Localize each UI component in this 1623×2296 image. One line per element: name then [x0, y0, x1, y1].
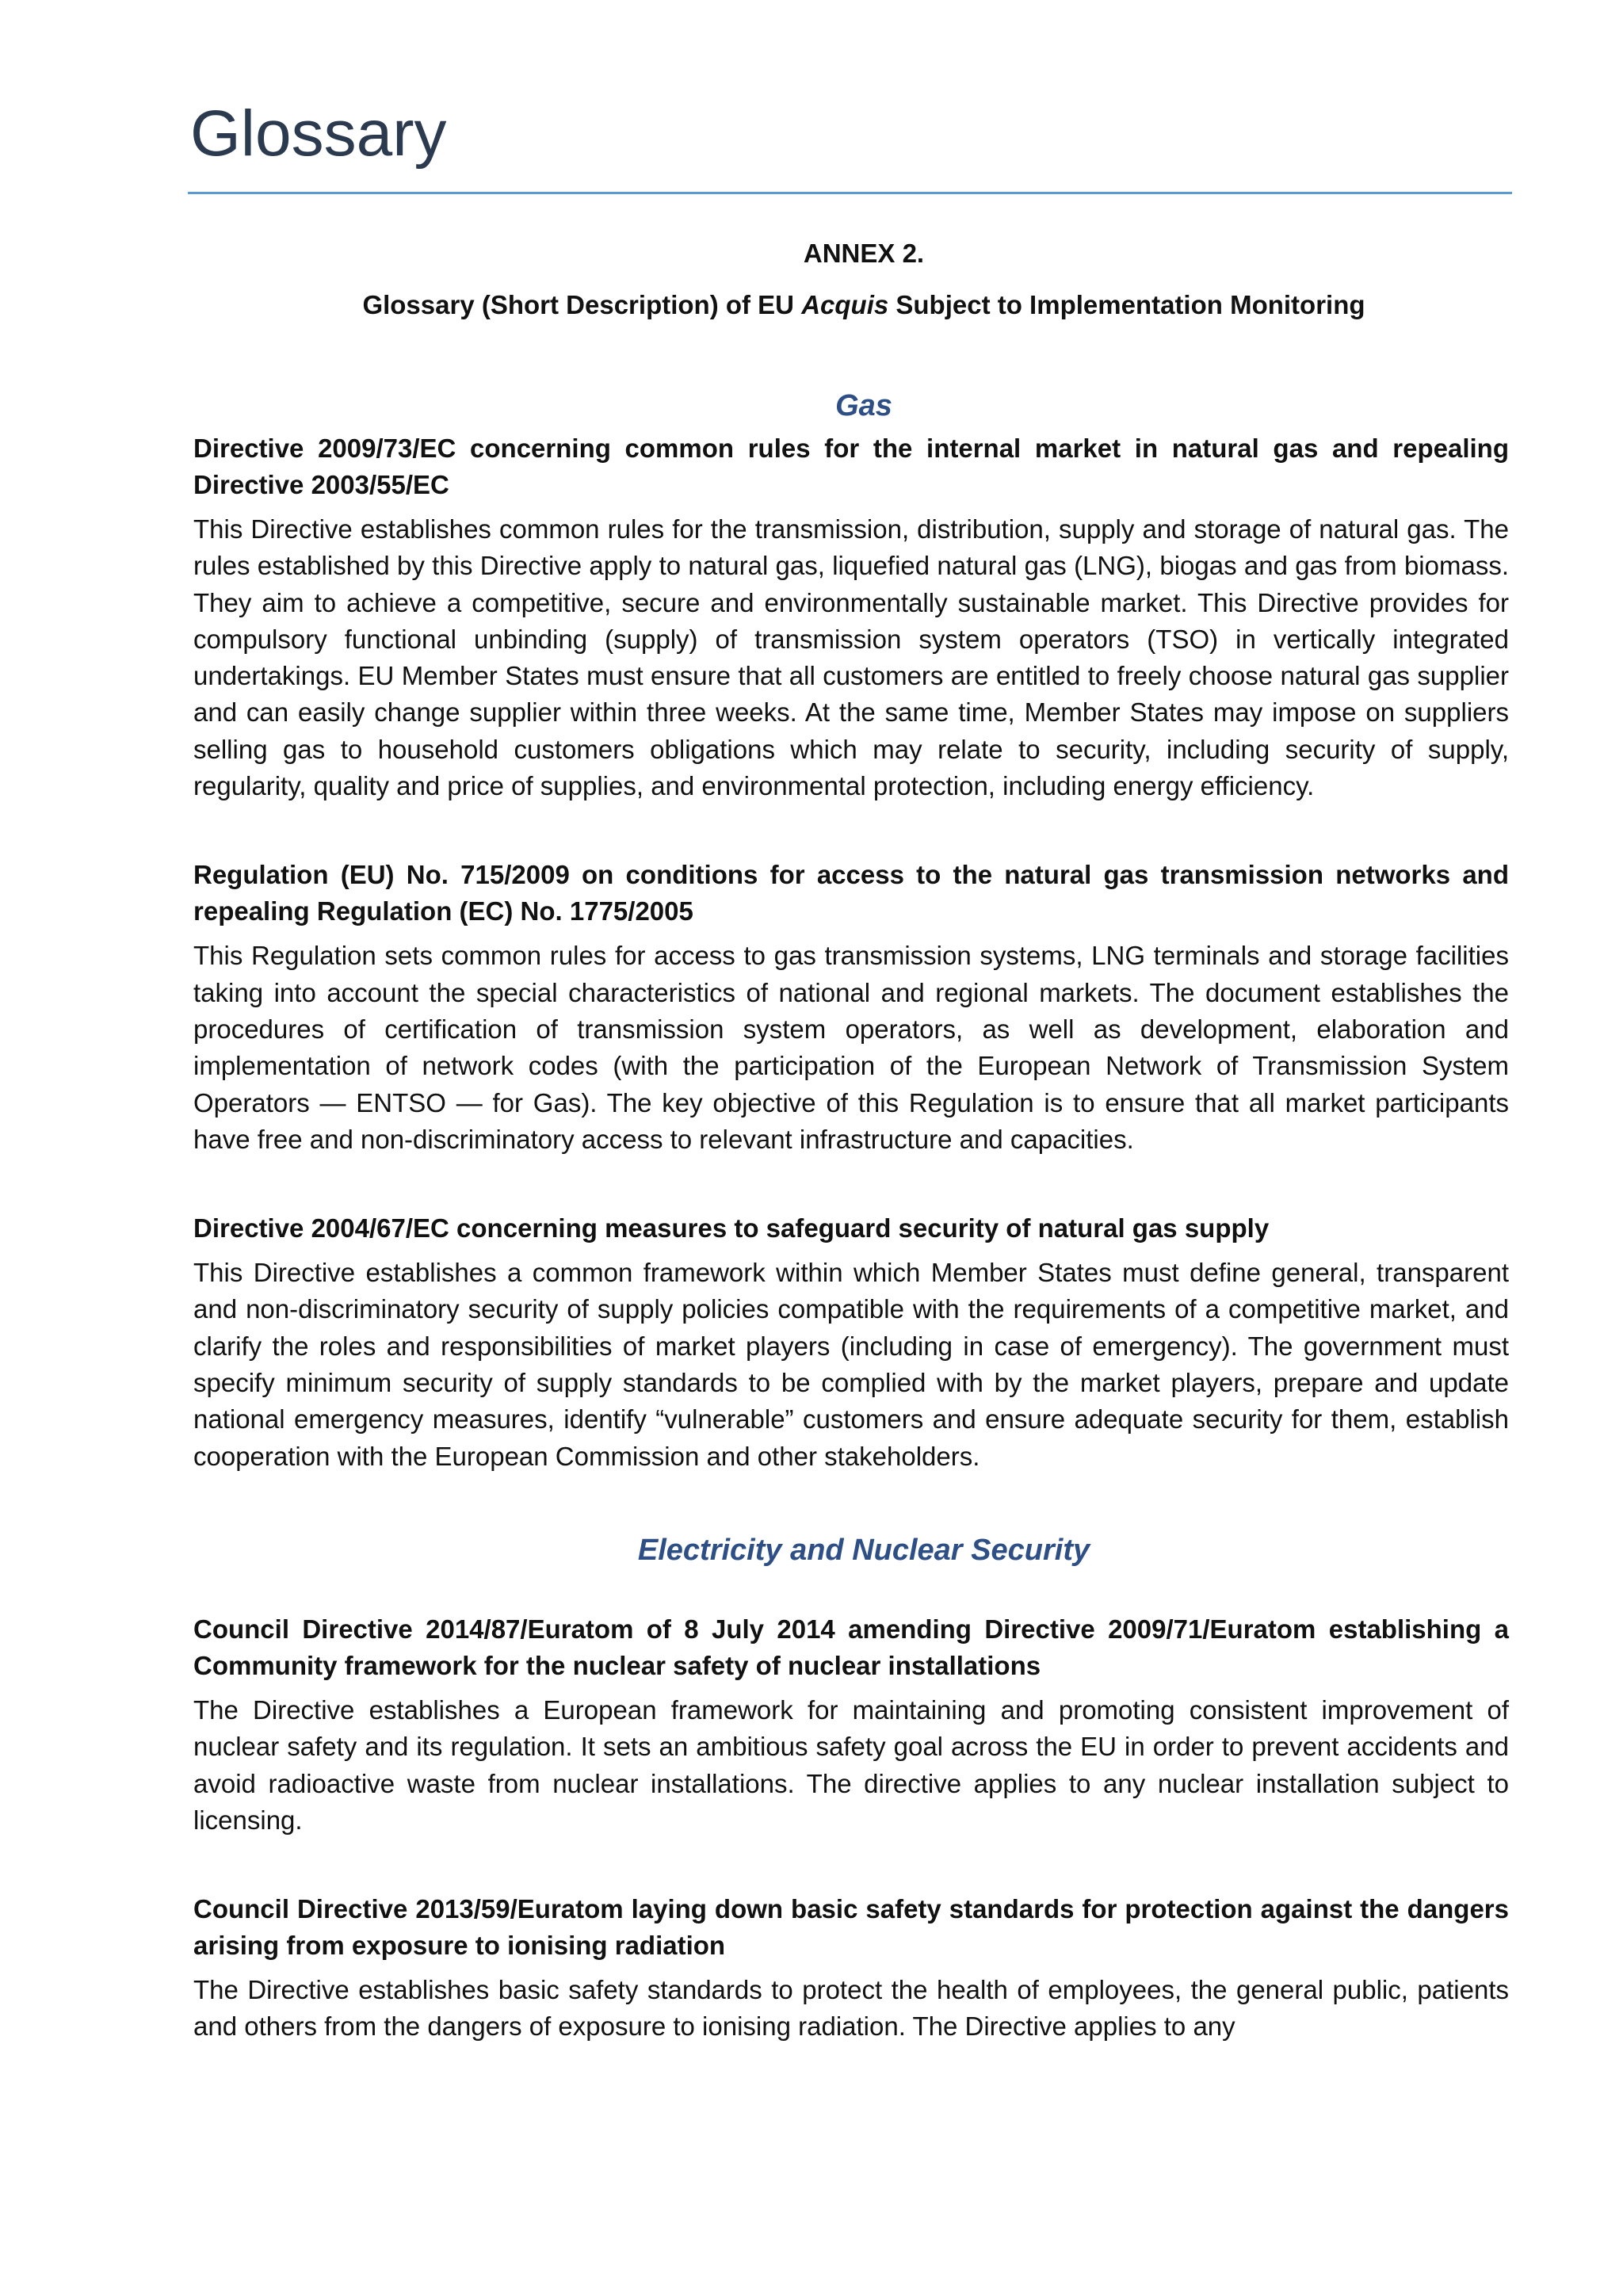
annex-subtitle-post: Subject to Implementation Monitoring	[888, 290, 1365, 319]
glossary-entry	[193, 1210, 1509, 1475]
entry-body: This Directive establishes a common framework within which Member States must define general, transparent and non-discriminatory security of supply policies compatible with the requirements of a competitive market, and clarify the roles and responsibilities of market players (including in case of emergency). The government must specify minimum security of supply standards to be complied with by the market players, prepare and update national emergency measures, identify “vulnerable” customers and ensure adequate security for them, establish cooperation with the European Commission and other stakeholders.	[193, 1258, 1509, 1471]
glossary-entry	[193, 1891, 1509, 2046]
glossary-entry	[193, 1611, 1509, 1839]
entry-body: The Directive establishes a European framework for maintaining and promoting consistent improvement of nuclear safety and its regulation. It sets an ambitious safety goal across the EU in order to prevent accidents and avoid radioactive waste from nuclear installations. The directive applies to any nuclear installation subject to licensing.	[193, 1694, 1509, 1835]
section-heading-gas: Gas	[835, 389, 892, 422]
glossary-entry	[193, 857, 1509, 1158]
entry-body: This Regulation sets common rules for access to gas transmission systems, LNG terminals and storage facilities taking into account the special characteristics of national and regional markets. The document establishes the procedures of certification of transmission system operators, as well as development, elaboration and implementation of network codes (with the participation of the European Network of Transmission System Operators — ENTSO — for Gas). The key objective of this Regulation is to ensure that all market participants have free and non-discriminatory access to relevant infrastructure and capacities.	[193, 941, 1509, 1154]
entry-title: Council Directive 2013/59/Euratom laying down basic safety standards for protection against the dangers arising from exposure to ionising radiation	[193, 1894, 1509, 1961]
entry-body: The Directive establishes basic safety standards to protect the health of employees, the general public, patients and others from the dangers of exposure to ionising radiation. The Directive applies to any	[193, 1975, 1509, 2042]
document-content	[193, 235, 1509, 2046]
entry-title: Regulation (EU) No. 715/2009 on conditions for access to the natural gas transmission networks and repealing Regulation (EC) No. 1775/2005	[193, 860, 1509, 926]
annex-subtitle	[193, 286, 1509, 324]
entry-title: Directive 2004/67/EC concerning measures to safeguard security of natural gas supply	[193, 1213, 1270, 1244]
annex-subtitle-pre: Glossary (Short Description) of EU	[362, 290, 802, 319]
section-heading-electricity: Electricity and Nuclear Security	[637, 1533, 1090, 1567]
annex-subtitle-italic: Acquis	[801, 290, 889, 319]
title-divider	[188, 192, 1512, 194]
entry-title: Directive 2009/73/EC concerning common rules for the internal market in natural gas and repealing Directive 2003/55/EC	[193, 434, 1509, 499]
annex-label: ANNEX 2.	[803, 239, 925, 268]
glossary-entry	[193, 430, 1509, 804]
entry-body: This Directive establishes common rules for the transmission, distribution, supply and storage of natural gas. The rules established by this Directive apply to natural gas, liquefied natural gas (LNG), biogas and gas from biomass. They aim to achieve a competitive, secure and environmentally sustainable market. This Directive provides for compulsory functional unbinding (supply) of transmission system operators (TSO) in vertically integrated undertakings. EU Member States must ensure that all customers are entitled to freely choose natural gas supplier and can easily change supplier within three weeks. At the same time, Member States may impose on suppliers selling gas to household customers obligations which may relate to security, including security of supply, regularity, quality and price of supplies, and environmental protection, including energy efficiency.	[193, 514, 1509, 801]
entry-title: Council Directive 2014/87/Euratom of 8 July 2014 amending Directive 2009/71/Euratom establishing a Community framework for the nuclear safety of nuclear installations	[193, 1614, 1509, 1680]
page-title: Glossary	[190, 97, 447, 170]
